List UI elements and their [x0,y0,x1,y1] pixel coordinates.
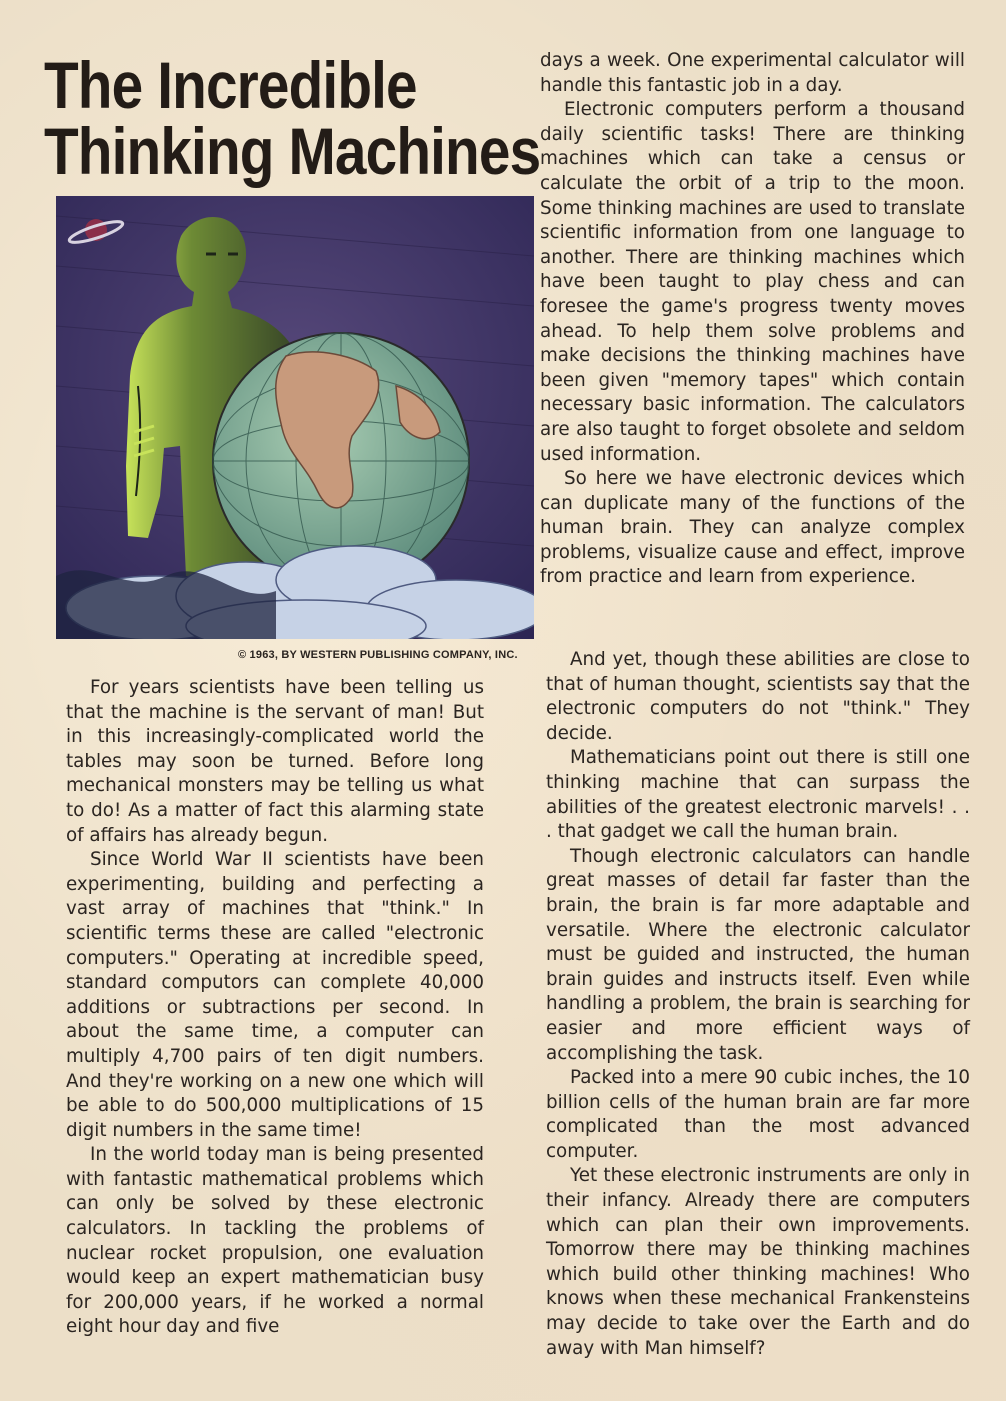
title-line-2: Thinking Machines [44,114,541,188]
paragraph: In the world today man is being presented with fantastic mathematical problems which can only be solved by these electronic calculators. In tackling the problems of nuclear rocket propulsion, one evaluation would keep an expert mathematician busy for 200,000 years, if he worked a normal eight hour day and five [66,1144,484,1338]
paragraph: Since World War II scientists have been experimenting, building and perfecting a vast array of machines that "think." In scientific terms these are called "electronic computers." Operating at incredible speed, standard computors can complete 40,000 additions or subtractions per second. In about the same time, a computer can multiply 4,700 pairs of ten digit numbers. And they're working on a new one which will be able to do 500,000 multiplications of 15 digit numbers in the same time! [66,849,484,1141]
paragraph: So here we have electronic devices which can duplicate many of the functions of the human brain. They can analyze complex problems, visualize cause and effect, improve from practice and learn from experience. [540,468,965,588]
illustration-svg [56,196,534,639]
paragraph: And yet, though these abilities are close to that of human thought, scientists say that the electronic computers do not "think." They decide. [546,649,970,744]
left-column [66,676,484,1340]
paragraph: days a week. One experimental calculator will handle this fantastic job in a day. [540,50,965,96]
robot-globe-illustration [56,196,534,639]
right-column-top [540,49,965,590]
paragraph: For years scientists have been telling us that the machine is the servant of man! But in this increasingly-complicated world the tables may soon be turned. Before long mechanical monsters may be telling us what to do! As a matter of fact this alarming state of affairs has already begun. [66,677,484,846]
paragraph: Yet these electronic instruments are only in their infancy. Already there are computers which can plan their own improvements. Tomorrow there may be thinking machines which build other thinking machines! Who knows when these mechanical Frankensteins may decide to take over the Earth and do away with Man himself? [546,1165,970,1359]
title-line-1: The Incredible [44,48,417,122]
paragraph: Though electronic calculators can handle great masses of detail far faster than the brain, the brain is far more adaptable and versatile. Where the electronic calculator must be guided and instructed, the human brain guides and instructs itself. Even while handling a problem, the brain is searching for easier and more efficient ways of accomplishing the task. [546,845,970,1064]
copyright-notice: © 1963, BY WESTERN PUBLISHING COMPANY, INC. [238,649,518,661]
paragraph: Electronic computers perform a thousand daily scientific tasks! There are thinking machines which can take a census or calculate the orbit of a trip to the moon. Some thinking machines are used to translate scientific information from one language to another. There are thinking machines which have been taught to play chess and can foresee the game's progress twenty moves ahead. To help them solve problems and make decisions the thinking machines have been given "memory tapes" which contain necessary basic information. The calculators are also taught to forget obsolete and seldom used information. [540,99,965,465]
paragraph: Mathematicians point out there is still one thinking machine that can surpass the abilities of the greatest electronic marvels! . . . that gadget we call the human brain. [546,747,970,843]
paragraph: Packed into a mere 90 cubic inches, the 10 billion cells of the human brain are far more complicated than the most advanced computer. [546,1067,970,1162]
right-column-bottom [546,648,970,1361]
article-title [44,48,541,188]
